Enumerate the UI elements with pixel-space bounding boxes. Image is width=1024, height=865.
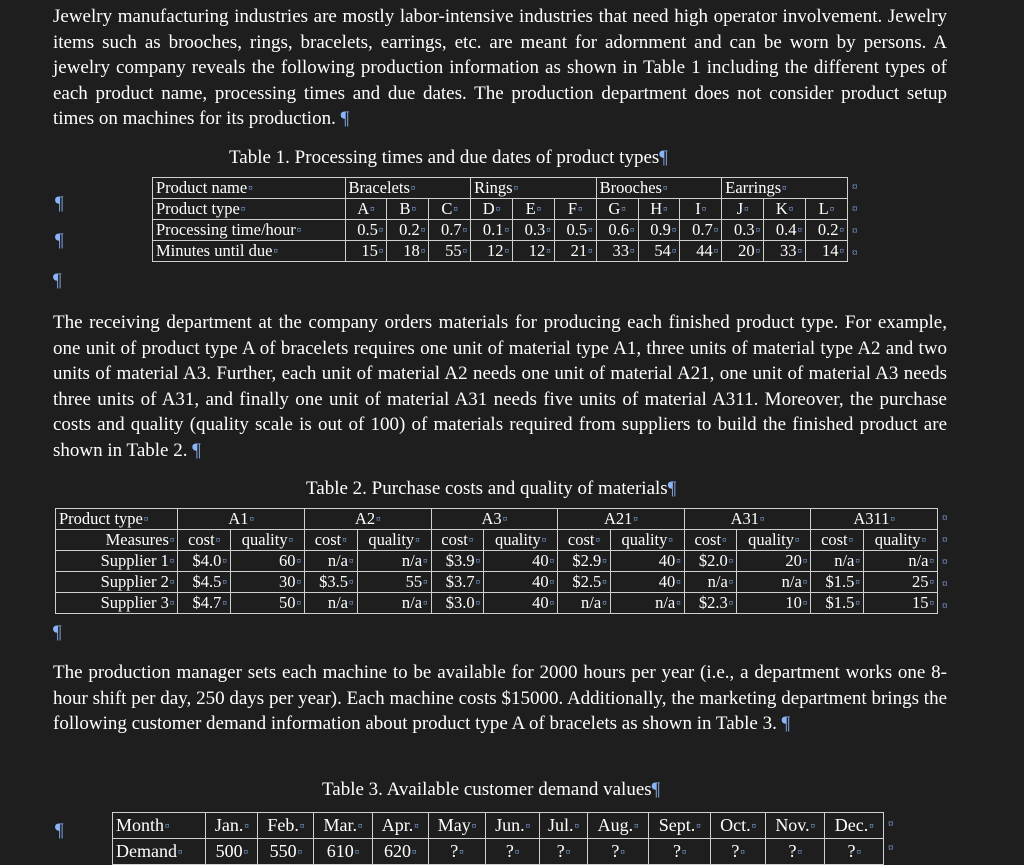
table2-supplier-name: Supplier 3¤ xyxy=(56,593,178,614)
table2-cell: $2.9¤ xyxy=(558,551,611,572)
table1-cell: 14¤ xyxy=(805,241,847,262)
table1-row-product-type xyxy=(153,199,848,220)
table3-demand-value: 500¤ xyxy=(206,839,258,865)
pilcrow-mark: ¶ xyxy=(55,820,64,841)
table1-label: Minutes until due¤ xyxy=(153,241,346,262)
pilcrow-mark: ¶ xyxy=(53,622,62,643)
table2-cell: 20¤ xyxy=(737,551,811,572)
table2-cell: n/a¤ xyxy=(304,551,357,572)
table1-cell: 12¤ xyxy=(471,241,513,262)
table1-cell: D¤ xyxy=(471,199,513,220)
table2-cell: $2.3¤ xyxy=(684,593,737,614)
table2-measures-label: Measures¤ xyxy=(56,530,178,551)
table1-cell: 44¤ xyxy=(680,241,722,262)
table1-group: Bracelets¤ xyxy=(345,178,471,199)
table1-caption: Table 1. Processing times and due dates of product types¶ xyxy=(229,147,668,168)
table1-cell: K¤ xyxy=(764,199,806,220)
table1-cell: 18¤ xyxy=(387,241,429,262)
table3-row-demand xyxy=(113,839,884,865)
table2-cell: 40¤ xyxy=(484,593,558,614)
pilcrow-mark: ¶ xyxy=(340,108,350,129)
table2-row-supplier xyxy=(56,551,938,572)
table3-demand-value: 550¤ xyxy=(258,839,314,865)
table3-month: Jun.¤ xyxy=(486,813,539,839)
table3-month: Nov.¤ xyxy=(765,813,825,839)
pilcrow-mark: ¶ xyxy=(781,713,791,734)
table1-cell: 0.2¤ xyxy=(387,220,429,241)
table2-quality-header: quality¤ xyxy=(230,530,304,551)
table2-cell: n/a¤ xyxy=(684,572,737,593)
table1-cell: 33¤ xyxy=(596,241,638,262)
table1-cell: 0.5¤ xyxy=(554,220,596,241)
table2-cell: $4.7¤ xyxy=(178,593,231,614)
table3-month: Jul.¤ xyxy=(539,813,587,839)
production-paragraph: The production manager sets each machine to be available for 2000 hours per year (i.e., a department works one 8-hour shift per day, 250 days per year). Each machine costs $15000. Additionally, the marketing department brings the following customer demand information about product type A of bracelets as shown in Table 3. ¶ xyxy=(53,662,947,734)
table2-material-header: A2¤ xyxy=(304,509,431,530)
table2-cell: n/a¤ xyxy=(357,551,431,572)
table2-quality-header: quality¤ xyxy=(484,530,558,551)
table1-cell: 0.7¤ xyxy=(680,220,722,241)
table2-material-header: A3¤ xyxy=(431,509,558,530)
table1-cell: 54¤ xyxy=(638,241,680,262)
table3-month: Feb.¤ xyxy=(258,813,314,839)
table1-cell: L¤ xyxy=(805,199,847,220)
table2-cell: $3.7¤ xyxy=(431,572,484,593)
pilcrow-mark: ¶ xyxy=(55,230,64,251)
table1-cell: 0.5¤ xyxy=(345,220,387,241)
table1-cell: J¤ xyxy=(722,199,764,220)
table2-cost-header: cost¤ xyxy=(684,530,737,551)
table2-cell: $3.0¤ xyxy=(431,593,484,614)
table2-header-label: Product type¤ xyxy=(56,509,178,530)
table2-cell: 40¤ xyxy=(484,572,558,593)
table1-cell: 21¤ xyxy=(554,241,596,262)
table1-cell: 0.4¤ xyxy=(764,220,806,241)
table2-cell: $1.5¤ xyxy=(811,572,864,593)
table1-cell: I¤ xyxy=(680,199,722,220)
table3-demand-value: ?¤ xyxy=(486,839,539,865)
table2-cell: n/a¤ xyxy=(811,551,864,572)
table2-cell: n/a¤ xyxy=(863,551,937,572)
table2-cell: n/a¤ xyxy=(610,593,684,614)
table3-month: Oct.¤ xyxy=(711,813,766,839)
table2-cost-header: cost¤ xyxy=(811,530,864,551)
table2-cell: $3.5¤ xyxy=(304,572,357,593)
table2-cell: 60¤ xyxy=(230,551,304,572)
table3-demand-value: ?¤ xyxy=(825,839,884,865)
table2-cost-header: cost¤ xyxy=(558,530,611,551)
table1-label: Product type¤ xyxy=(153,199,346,220)
table2-cost-header: cost¤ xyxy=(431,530,484,551)
table2-cell: 15¤ xyxy=(863,593,937,614)
table1-group: Rings¤ xyxy=(471,178,597,199)
intro-paragraph: Jewelry manufacturing industries are mostly labor-intensive industries that need high operator involvement. Jewelry items such as brooches, rings, bracelets, earrings, etc. are meant for adornment and can be worn by persons. A jewelry company reveals the following production information as shown in Table 1 including the different types of each product name, processing times and due dates. The production department does not consider product setup times on machines for its production. ¶ xyxy=(53,6,947,129)
table2-material-header: A21¤ xyxy=(558,509,685,530)
table1-processing-times xyxy=(152,177,848,262)
table2-cost-header: cost¤ xyxy=(304,530,357,551)
table2-material-header: A311¤ xyxy=(811,509,938,530)
table2-cell: n/a¤ xyxy=(558,593,611,614)
table3-customer-demand xyxy=(112,812,884,865)
table1-cell: F¤ xyxy=(554,199,596,220)
table2-cell: 50¤ xyxy=(230,593,304,614)
table1-group: Brooches¤ xyxy=(596,178,722,199)
table2-cell: $3.9¤ xyxy=(431,551,484,572)
table2-quality-header: quality¤ xyxy=(737,530,811,551)
table2-caption: Table 2. Purchase costs and quality of materials¶ xyxy=(306,478,677,499)
table3-row-month xyxy=(113,813,884,839)
table2-row-measures xyxy=(56,530,938,551)
table1-cell: 0.3¤ xyxy=(722,220,764,241)
table1-cell: 0.1¤ xyxy=(471,220,513,241)
table1-cell: H¤ xyxy=(638,199,680,220)
table2-material-header: A31¤ xyxy=(684,509,811,530)
table2-supplier-name: Supplier 2¤ xyxy=(56,572,178,593)
table3-month: Sept.¤ xyxy=(649,813,711,839)
table1-cell: 12¤ xyxy=(512,241,554,262)
table2-cell: 30¤ xyxy=(230,572,304,593)
table3-caption: Table 3. Available customer demand values¶ xyxy=(322,779,661,800)
table3-month: Apr.¤ xyxy=(372,813,428,839)
table1-cell: E¤ xyxy=(512,199,554,220)
table1-label: Product name¤ xyxy=(153,178,346,199)
table2-cell: 40¤ xyxy=(610,551,684,572)
table3-demand-value: ?¤ xyxy=(649,839,711,865)
table2-cell: 40¤ xyxy=(610,572,684,593)
pilcrow-mark: ¶ xyxy=(53,270,62,291)
table2-cell: n/a¤ xyxy=(304,593,357,614)
table2-cell: $4.0¤ xyxy=(178,551,231,572)
table1-cell: 0.9¤ xyxy=(638,220,680,241)
table3-demand-value: 610¤ xyxy=(314,839,372,865)
table2-quality-header: quality¤ xyxy=(863,530,937,551)
table2-cell: $4.5¤ xyxy=(178,572,231,593)
table2-cell: 10¤ xyxy=(737,593,811,614)
table3-month-label: Month¤ xyxy=(113,813,206,839)
table3-demand-label: Demand¤ xyxy=(113,839,206,865)
table2-cell: $2.5¤ xyxy=(558,572,611,593)
table1-cell: 55¤ xyxy=(429,241,471,262)
table3-demand-value: ?¤ xyxy=(428,839,486,865)
table2-cell: n/a¤ xyxy=(737,572,811,593)
table3-month: Mar.¤ xyxy=(314,813,372,839)
table1-cell: A¤ xyxy=(345,199,387,220)
table1-cell: B¤ xyxy=(387,199,429,220)
table2-row-materials xyxy=(56,509,938,530)
table3-demand-value: ?¤ xyxy=(711,839,766,865)
table3-demand-value: ?¤ xyxy=(539,839,587,865)
table1-cell: 0.2¤ xyxy=(805,220,847,241)
table2-supplier-name: Supplier 1¤ xyxy=(56,551,178,572)
table1-cell: 0.7¤ xyxy=(429,220,471,241)
table2-cell: 55¤ xyxy=(357,572,431,593)
table1-cell: 15¤ xyxy=(345,241,387,262)
table1-cell: C¤ xyxy=(429,199,471,220)
table3-month: May¤ xyxy=(428,813,486,839)
table1-group: Earrings¤ xyxy=(722,178,848,199)
table3-month: Dec.¤ xyxy=(825,813,884,839)
table1-row-processing-time xyxy=(153,220,848,241)
table1-cell: 0.3¤ xyxy=(512,220,554,241)
table2-cell: $1.5¤ xyxy=(811,593,864,614)
table1-cell: 20¤ xyxy=(722,241,764,262)
table2-quality-header: quality¤ xyxy=(610,530,684,551)
table3-month: Aug.¤ xyxy=(588,813,649,839)
table3-demand-value: ?¤ xyxy=(588,839,649,865)
table1-cell: G¤ xyxy=(596,199,638,220)
table2-cell: n/a¤ xyxy=(357,593,431,614)
table3-demand-value: 620¤ xyxy=(372,839,428,865)
table2-cell: $2.0¤ xyxy=(684,551,737,572)
pilcrow-mark: ¶ xyxy=(192,439,201,461)
materials-paragraph: The receiving department at the company orders materials for producing each finished product type. For example, one unit of product type A of bracelets requires one unit of material type A1, three units of material type A2 and two units of material A3. Further, each unit of material A2 needs one unit of material A21, one unit of material A3 needs three units of A31, and finally one unit of material A31 needs five units of material A311. Moreover, the purchase costs and quality (quality scale is out of 100) of materials required from suppliers to build the finished product are shown in Table 2. ¶ xyxy=(53,312,947,461)
table3-demand-value: ?¤ xyxy=(765,839,825,865)
table2-row-supplier xyxy=(56,593,938,614)
table1-cell: 0.6¤ xyxy=(596,220,638,241)
table2-cost-header: cost¤ xyxy=(178,530,231,551)
table3-month: Jan.¤ xyxy=(206,813,258,839)
pilcrow-mark: ¶ xyxy=(55,193,64,214)
table2-purchase-costs xyxy=(55,508,938,614)
table2-row-supplier xyxy=(56,572,938,593)
table2-material-header: A1¤ xyxy=(178,509,305,530)
table2-quality-header: quality¤ xyxy=(357,530,431,551)
table2-cell: 40¤ xyxy=(484,551,558,572)
table1-cell: 33¤ xyxy=(764,241,806,262)
table2-cell: 25¤ xyxy=(863,572,937,593)
table1-row-product-name xyxy=(153,178,848,199)
table1-label: Processing time/hour¤ xyxy=(153,220,346,241)
table1-row-minutes-due xyxy=(153,241,848,262)
